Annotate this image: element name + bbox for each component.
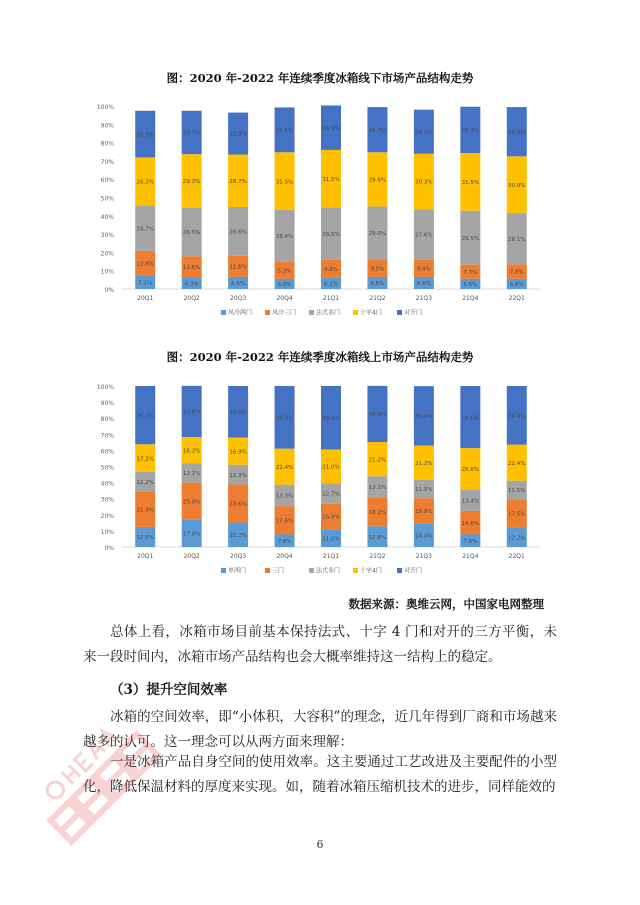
- data-label: 15.9%: [415, 509, 433, 516]
- x-tick-label: 20Q4: [276, 295, 293, 302]
- data-label: 5.5%: [277, 282, 292, 289]
- data-label: 26.5%: [182, 230, 201, 237]
- y-tick-label: 0%: [104, 287, 114, 294]
- data-label: 29.6%: [368, 177, 387, 184]
- data-label: 29.3%: [182, 179, 201, 186]
- data-label: 28.4%: [275, 234, 294, 241]
- x-tick-label: 20Q1: [137, 553, 154, 560]
- legend-swatch: [221, 568, 226, 573]
- page-number: 6: [316, 838, 324, 851]
- legend-label: 对开门: [404, 567, 423, 575]
- data-label: 5.3%: [277, 268, 292, 275]
- x-tick-label: 22Q1: [508, 295, 525, 302]
- legend-label: 十字4门: [360, 567, 382, 575]
- data-label: 12.8%: [368, 534, 387, 541]
- legend-swatch: [265, 568, 270, 573]
- x-tick-label: 20Q2: [183, 295, 200, 302]
- data-label: 17.2%: [136, 456, 154, 463]
- data-label: 31.5%: [461, 180, 480, 187]
- legend-swatch: [397, 568, 402, 573]
- legend-label: 三门: [272, 567, 285, 575]
- y-tick-label: 70%: [100, 432, 114, 440]
- data-label: 7.1%: [138, 280, 153, 287]
- data-label: 28.7%: [229, 178, 247, 185]
- data-label: 36.4%: [508, 413, 526, 420]
- data-label: 28.5%: [322, 231, 340, 238]
- data-label: 24.7%: [136, 226, 154, 233]
- data-label: 6.6%: [416, 281, 431, 288]
- y-tick-label: 40%: [100, 480, 114, 488]
- product-space-paragraph: 一是冰箱产品自身空间的使用效率。这主要通过工艺改进及主要配件的小型化，降低保温材料的厚度来实现。如，随着冰箱压缩机技术的进步，同样能效的: [83, 754, 557, 795]
- legend-swatch: [309, 568, 314, 573]
- y-tick-label: 10%: [100, 528, 114, 536]
- data-label: 21.0%: [322, 464, 340, 471]
- data-label: 6.6%: [231, 281, 246, 288]
- data-label: 39.4%: [322, 415, 340, 422]
- x-tick-label: 21Q3: [415, 295, 432, 302]
- y-tick-label: 30%: [100, 232, 114, 240]
- data-label: 31.5%: [275, 179, 294, 186]
- x-tick-label: 20Q2: [183, 553, 200, 560]
- data-label: 24.7%: [368, 127, 387, 134]
- legend-swatch: [397, 310, 402, 315]
- data-label: 28.1%: [508, 236, 526, 243]
- data-label: 6.6%: [370, 281, 385, 288]
- data-label: 11.6%: [229, 264, 247, 271]
- data-label: 6.2%: [324, 281, 338, 288]
- data-label: 11.5%: [415, 487, 433, 494]
- y-tick-label: 70%: [100, 158, 114, 166]
- data-label: 12.5%: [136, 535, 154, 542]
- section-heading: （3）提升空间效率: [110, 682, 228, 698]
- y-tick-label: 10%: [100, 268, 114, 276]
- data-label: 34.9%: [368, 412, 387, 419]
- y-tick-label: 80%: [100, 416, 114, 424]
- x-tick-label: 21Q3: [415, 553, 432, 560]
- data-label: 14.6%: [461, 520, 480, 527]
- x-tick-label: 20Q4: [276, 553, 293, 560]
- data-label: 17.6%: [275, 518, 294, 525]
- data-label: 24.5%: [275, 128, 294, 135]
- data-label: 22.9%: [229, 131, 247, 138]
- x-tick-label: 22Q1: [508, 553, 525, 560]
- x-tick-label: 21Q4: [462, 553, 479, 560]
- data-label: 38.9%: [275, 415, 294, 422]
- y-tick-label: 60%: [100, 177, 114, 185]
- y-tick-label: 100%: [96, 104, 114, 111]
- data-label: 23.7%: [182, 130, 201, 137]
- data-label: 31.5%: [322, 176, 340, 183]
- data-label: 15.2%: [229, 532, 247, 539]
- y-tick-label: 30%: [100, 496, 114, 504]
- data-label: 29.0%: [368, 231, 387, 238]
- data-label: 23.0%: [182, 499, 201, 506]
- y-tick-label: 80%: [100, 140, 114, 148]
- x-tick-label: 21Q1: [322, 553, 340, 560]
- data-label: 21.2%: [415, 460, 433, 467]
- data-label: 11.5%: [508, 488, 526, 495]
- data-label: 5.6%: [509, 282, 524, 289]
- data-label: 12.7%: [322, 491, 340, 498]
- legend-swatch: [265, 310, 270, 315]
- data-label: 12.2%: [508, 535, 526, 542]
- data-label: 38.6%: [461, 415, 480, 422]
- offline-structure-chart: [0, 96, 640, 326]
- chart-title-online: 图：2020 年-2022 年连续季度冰箱线上市场产品结构走势: [166, 350, 474, 364]
- data-label: 30.9%: [508, 182, 526, 189]
- data-label: 9.5%: [370, 266, 385, 273]
- data-label: 29.5%: [461, 235, 480, 242]
- data-label: 11.6%: [182, 265, 201, 272]
- y-tick-label: 90%: [100, 400, 114, 408]
- data-label: 24.3%: [322, 125, 340, 132]
- data-source-note: 数据来源：奥维云网，中国家电网整理: [348, 597, 544, 611]
- x-tick-label: 21Q2: [369, 295, 386, 302]
- data-label: 7.8%: [277, 538, 292, 545]
- chart-title-offline: 图：2020 年-2022 年连续季度冰箱线下市场产品结构走势: [166, 71, 474, 85]
- data-label: 7.7%: [463, 269, 478, 276]
- data-label: 11.0%: [322, 536, 340, 543]
- data-label: 14.4%: [415, 533, 433, 540]
- data-label: 17.0%: [182, 531, 201, 538]
- data-label: 6.3%: [184, 281, 199, 288]
- data-label: 13.4%: [461, 498, 480, 505]
- legend-swatch: [353, 568, 358, 573]
- data-label: 32.0%: [229, 409, 247, 416]
- data-label: 24.1%: [415, 129, 433, 136]
- data-label: 26.6%: [229, 229, 247, 236]
- data-label: 26.9%: [508, 129, 526, 136]
- data-label: 7.8%: [463, 538, 478, 545]
- data-label: 31.8%: [182, 409, 201, 416]
- legend-swatch: [221, 310, 226, 315]
- data-label: 9.8%: [324, 266, 338, 273]
- legend-swatch: [309, 310, 314, 315]
- data-label: 5.6%: [463, 282, 478, 289]
- y-tick-label: 50%: [100, 195, 114, 203]
- data-label: 25.6%: [461, 466, 480, 473]
- data-label: 22.4%: [508, 460, 526, 467]
- space-efficiency-paragraph: 冰箱的空间效率，即“小体积，大容积”的理念，近几年得到厂商和市场越来越多的认可。这一理念可以从两方面来理解：: [83, 709, 557, 750]
- data-label: 30.3%: [415, 179, 433, 186]
- legend-label: 风冷两门: [228, 309, 253, 317]
- y-tick-label: 90%: [100, 122, 114, 130]
- data-label: 16.2%: [182, 448, 201, 455]
- x-tick-label: 20Q3: [230, 295, 247, 302]
- y-tick-label: 20%: [100, 250, 114, 258]
- data-label: 15.9%: [322, 514, 340, 521]
- data-label: 21.9%: [136, 507, 154, 514]
- legend-label: 单两门: [228, 567, 247, 575]
- y-tick-label: 100%: [96, 384, 114, 391]
- data-label: 26.3%: [136, 179, 154, 186]
- data-label: 13.3%: [275, 493, 294, 500]
- data-label: 25.5%: [136, 132, 154, 139]
- y-tick-label: 20%: [100, 512, 114, 520]
- data-label: 12.1%: [182, 471, 201, 478]
- legend-label: 对开门: [404, 309, 423, 317]
- data-label: 13.8%: [136, 261, 154, 268]
- legend-label: 十字4门: [360, 309, 382, 317]
- data-label: 9.4%: [416, 266, 431, 273]
- y-tick-label: 60%: [100, 448, 114, 456]
- data-label: 23.6%: [229, 501, 247, 508]
- data-label: 18.1%: [368, 510, 387, 517]
- y-tick-label: 40%: [100, 213, 114, 221]
- data-label: 17.5%: [508, 511, 526, 518]
- legend-label: 风冷三门: [272, 309, 297, 317]
- legend-label: 法式多门: [316, 309, 341, 317]
- data-label: 36.9%: [415, 414, 433, 421]
- x-tick-label: 20Q1: [137, 295, 154, 302]
- legend-swatch: [353, 310, 358, 315]
- x-tick-label: 21Q2: [369, 553, 386, 560]
- data-label: 7.9%: [509, 269, 524, 276]
- data-label: 21.2%: [368, 457, 387, 464]
- data-label: 13.1%: [368, 484, 387, 491]
- y-tick-label: 50%: [100, 464, 114, 472]
- data-label: 12.3%: [229, 472, 247, 479]
- data-label: 36.2%: [136, 413, 154, 420]
- y-tick-label: 0%: [104, 545, 114, 552]
- x-tick-label: 21Q1: [322, 295, 340, 302]
- x-tick-label: 21Q4: [462, 295, 479, 302]
- data-label: 25.3%: [461, 128, 480, 135]
- online-structure-chart: [0, 375, 640, 587]
- data-label: 12.2%: [136, 479, 154, 486]
- data-label: 16.9%: [229, 449, 247, 456]
- data-label: 27.6%: [415, 232, 433, 239]
- data-label: 22.4%: [275, 464, 294, 471]
- summary-paragraph: 总体上看，冰箱市场目前基本保持法式、十字 4 门和对开的三方平衡，未来一段时间内，冰箱市场产品结构也会大概率维持这一结构上的稳定。: [83, 624, 557, 665]
- legend-label: 法式多门: [316, 567, 341, 575]
- x-tick-label: 20Q3: [230, 553, 247, 560]
